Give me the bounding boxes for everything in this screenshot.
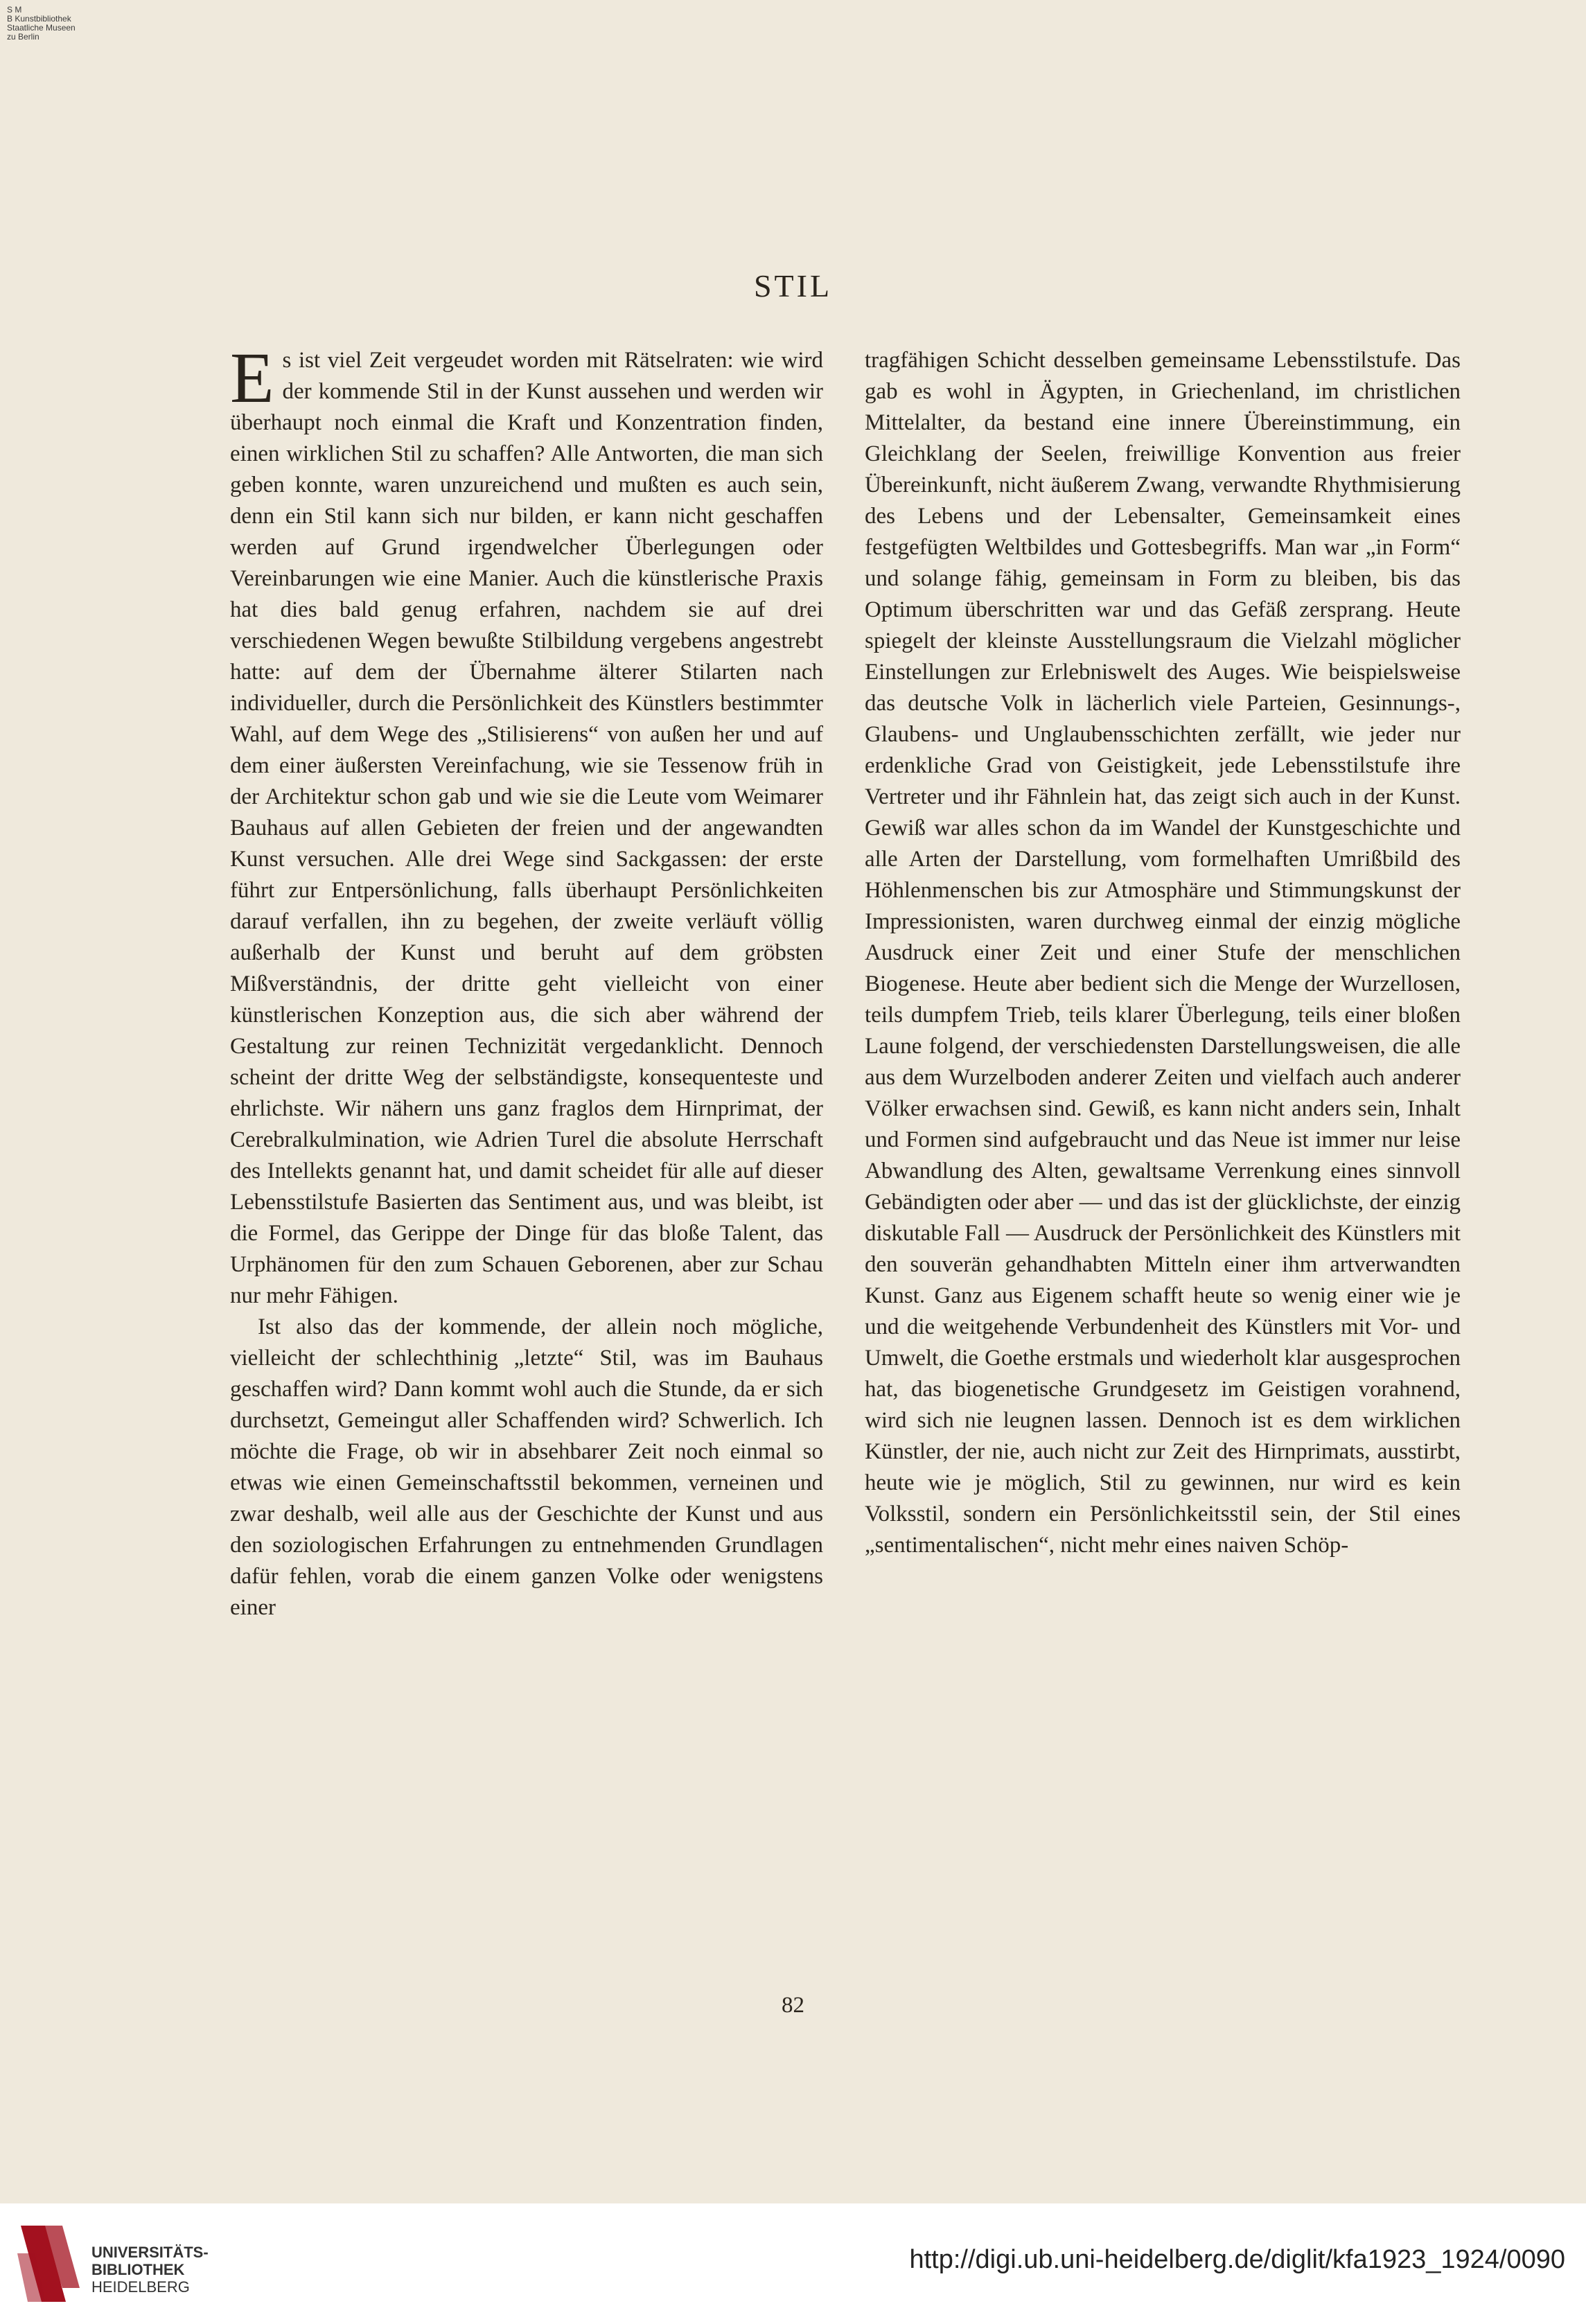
source-link[interactable]: http://digi.ub.uni-heidelberg.de/diglit/kfa1923_1924/0090: [909, 2245, 1565, 2274]
paragraph-text: s ist viel Zeit vergeudet worden mit Rätselraten: wie wird der kommende Stil in der Kunst aussehen und werden wir überhaupt noch einmal die Kraft und Konzentration finden, einen wirklichen Stil zu schaffen? Alle Antworten, die man sich geben konnte, waren unzureichend und mußten es auch sein, denn ein Stil kann sich nur bilden, er kann nicht geschaffen werden auf Grund irgendwelcher Überlegungen oder Vereinbarungen wie eine Manier. Auch die künstlerische Praxis hat dies bald genug erfahren, nachdem sie auf drei verschiedenen Wegen bewußte Stilbildung vergebens angestrebt hatte: auf dem der Übernahme älterer Stilarten nach individueller, durch die Persönlichkeit des Künstlers bestimmter Wahl, auf dem Wege des „Stilisierens“ von außen her und auf dem einer äußersten Vereinfachung, wie sie Tessenow früh in der Architektur schon gab und wie sie die Leute vom Weimarer Bauhaus auf allen Gebieten der freien und der angewandten Kunst versuchen. Alle drei Wege sind Sackgassen: der erste führt zur Entpersönlichung, falls überhaupt Persönlichkeiten darauf verfallen, ihn zu begehen, der zweite verläuft völlig außerhalb der Kunst und beruht auf dem gröbsten Mißverständnis, der dritte geht vielleicht von einer künstlerischen Konzeption aus, die sich aber während der Gestaltung zur reinen Technizität vergedanklicht. Dennoch scheint der dritte Weg der selbständigste, konsequenteste und ehrlichste. Wir nähern uns ganz fraglos dem Hirnprimat, der Cerebralkulmination, wie Adrien Turel die absolute Herrschaft des Intellekts genannt hat, und damit scheidet für alle auf dieser Lebensstilstufe Basierten das Sentiment aus, und was bleibt, ist die Formel, das Gerippe der Dinge für das bloße Talent, das Urphänomen für den zum Schauen Geborenen, aber zur Schau nur mehr Fähigen.: [230, 348, 823, 1308]
drop-cap: E: [230, 338, 274, 418]
stamp-line: B Kunstbibliothek: [7, 14, 71, 24]
left-column: [230, 338, 823, 1623]
logo-line: BIBLIOTHEK: [91, 2261, 185, 2278]
footer-bar: [0, 2203, 1586, 2324]
library-stamp: [7, 6, 97, 42]
university-logo-icon: [14, 2219, 83, 2309]
right-column: [865, 345, 1461, 1561]
logo-line: UNIVERSITÄTS-: [91, 2244, 209, 2261]
stamp-line: zu Berlin: [7, 32, 39, 42]
page-number: 82: [782, 1993, 804, 2018]
paragraph: [230, 338, 823, 1312]
stamp-line: Staatliche Museen: [7, 23, 76, 33]
paragraph: Ist also das der kommende, der allein noch mögliche, vielleicht der schlechthinig „letzte“ Stil, was im Bauhaus geschaffen wird? Dann kommt wohl auch die Stunde, da er sich durchsetzt, Gemeingut aller Schaffenden wird? Schwerlich. Ich möchte die Frage, ob wir in absehbarer Zeit noch einmal so etwas wie einen Gemeinschaftsstil bekommen, verneinen und zwar deshalb, weil alle aus der Geschichte der Kunst und aus den soziologischen Erfahrungen zu entnehmenden Grundlagen dafür fehlen, vorab die einem ganzen Volke oder wenigstens einer: [230, 1314, 823, 1620]
stamp-line: S M: [7, 5, 22, 15]
logo-line: HEIDELBERG: [91, 2278, 190, 2296]
paragraph: tragfähigen Schicht desselben gemeinsame Lebensstilstufe. Das gab es wohl in Ägypten, in Griechenland, im christlichen Mittelalter, da bestand eine innere Übereinstimmung, ein Gleichklang der Seelen, freiwillige Konvention aus freier Übereinkunft, nicht äußerem Zwang, verwandte Rhythmisierung des Lebens und der Lebensalter, Gemeinsamkeit eines festgefügten Weltbildes und Gottesbegriffs. Man war „in Form“ und solange fähig, gemeinsam in Form zu bleiben, bis das Optimum überschritten war und das Gefäß zersprang. Heute spiegelt der kleinste Ausstellungsraum die Vielzahl möglicher Einstellungen zur Erlebniswelt des Auges. Wie beispielsweise das deutsche Volk in lächerlich viele Parteien, Gesinnungs-, Glaubens- und Unglaubensschichten zerfällt, wie jeder nur erdenkliche Grad von Geistigkeit, jede Lebensstilstufe ihre Vertreter und ihr Fähnlein hat, das zeigt sich auch in der Kunst. Gewiß war alles schon da im Wandel der Kunstgeschichte und alle Arten der Darstellung, vom formelhaften Umrißbild des Höhlenmenschen bis zur Atmosphäre und Stimmungskunst der Impressionisten, waren durchweg einmal der einzig mögliche Ausdruck einer Zeit und einer Stufe der menschlichen Biogenese. Heute aber bedient sich die Menge der Wurzellosen, teils dumpfem Trieb, teils klarer Überlegung, teils einer bloßen Laune folgend, der verschiedensten Darstellungsweisen, die alle aus dem Wurzelboden anderer Zeiten und vielfach auch anderer Völker erwachsen sind. Gewiß, es kann nicht anders sein, Inhalt und Formen sind aufgebraucht und das Neue ist immer nur leise Abwandlung des Alten, gewaltsame Verrenkung eines sinnvoll Gebändigten oder aber — und das ist der glücklichste, der einzig diskutable Fall — Ausdruck der Persönlichkeit des Künstlers mit den souverän gehandhabten Mitteln einer ihm artverwandten Kunst. Ganz aus Eigenem schafft heute so wenig einer wie je und die weitgehende Verbundenheit des Künstlers mit Vor- und Umwelt, die Goethe erstmals und wiederholt klar ausgesprochen hat, das biogenetische Grundgesetz im Geistigen vorahnend, wird sich nie leugnen lassen. Dennoch ist es dem wirklichen Künstler, der nie, auch nicht zur Zeit des Hirnprimats, ausstirbt, heute wie je möglich, Stil zu gewinnen, nur wird es kein Volksstil, sondern ein Persönlichkeitsstil sein, der Stil eines „sentimentalischen“, nicht mehr eines naiven Schöp-: [865, 348, 1461, 1558]
university-logo-text: [91, 2244, 209, 2296]
page-title: STIL: [753, 268, 833, 303]
